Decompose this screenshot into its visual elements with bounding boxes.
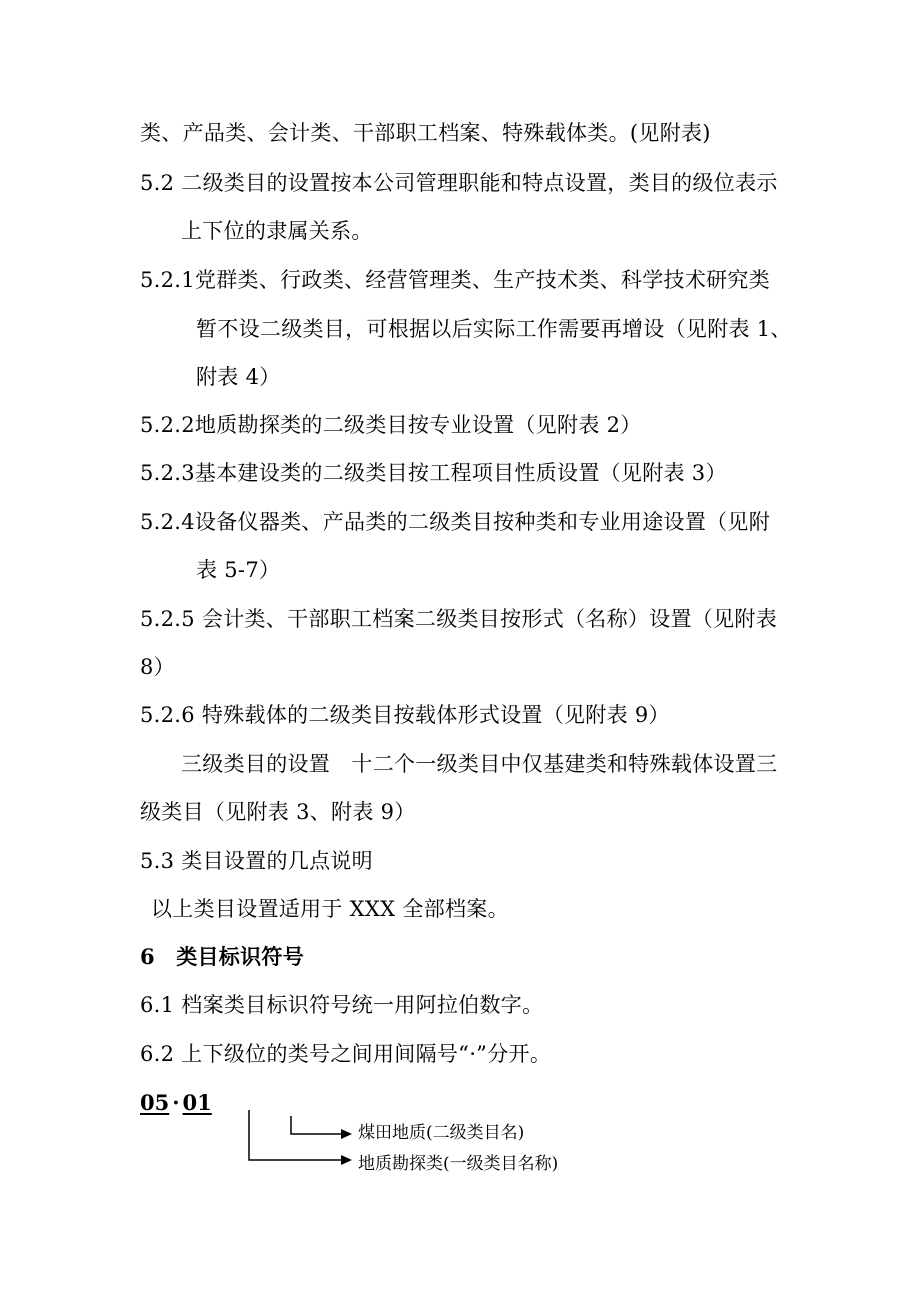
text-line-17: 以上类目设置适用于 XXX 全部档案。 [151, 897, 509, 921]
arrow-to-primary-line [249, 1110, 342, 1160]
text-line-10: 表 5-7） [196, 558, 281, 582]
text-line-20: 6.2 上下级位的类号之间用间隔号“·”分开。 [140, 1042, 552, 1066]
text-line-8: 5.2.3基本建设类的二级类目按工程项目性质设置（见附表 3） [140, 461, 727, 485]
text-line-9: 5.2.4设备仪器类、产品类的二级类目按种类和专业用途设置（见附 [140, 510, 771, 534]
code-separator: · [172, 1090, 180, 1115]
text-line-4: 5.2.1党群类、行政类、经营管理类、生产技术类、科学技术研究类 [140, 268, 771, 292]
label-secondary-category: 煤田地质(二级类目名) [358, 1123, 525, 1143]
code-first-level: 05 [140, 1090, 170, 1115]
code-second-level: 01 [182, 1090, 212, 1115]
text-line-5: 暂不设二级类目，可根据以后实际工作需要再增设（见附表 1、 [196, 317, 792, 341]
text-line-12: 8） [140, 655, 175, 679]
text-line-1: 类、产品类、会计类、干部职工档案、特殊载体类。(见附表) [140, 121, 711, 145]
text-line-13: 5.2.6 特殊载体的二级类目按载体形式设置（见附表 9） [140, 703, 670, 727]
arrowhead-primary-icon [341, 1155, 352, 1165]
arrowhead-secondary-icon [341, 1129, 352, 1139]
text-line-19: 6.1 档案类目标识符号统一用阿拉伯数字。 [140, 993, 544, 1017]
text-line-15: 级类目（见附表 3、附表 9） [140, 800, 416, 824]
text-line-11: 5.2.5 会计类、干部职工档案二级类目按形式（名称）设置（见附表 [140, 607, 778, 631]
text-line-7: 5.2.2地质勘探类的二级类目按专业设置（见附表 2） [140, 413, 642, 437]
text-line-14: 三级类目的设置 十二个一级类目中仅基建类和特殊载体设置三 [181, 752, 778, 776]
text-line-6: 附表 4） [196, 365, 281, 389]
section-heading-6: 6 类目标识符号 [140, 944, 305, 969]
arrow-to-secondary-line [291, 1116, 342, 1134]
text-line-3: 上下位的隶属关系。 [181, 219, 373, 243]
label-primary-category: 地质勘探类(一级类目名称) [358, 1154, 559, 1174]
text-line-2: 5.2 二级类目的设置按本公司管理职能和特点设置，类目的级位表示 [140, 171, 778, 195]
text-line-16: 5.3 类目设置的几点说明 [140, 849, 373, 873]
